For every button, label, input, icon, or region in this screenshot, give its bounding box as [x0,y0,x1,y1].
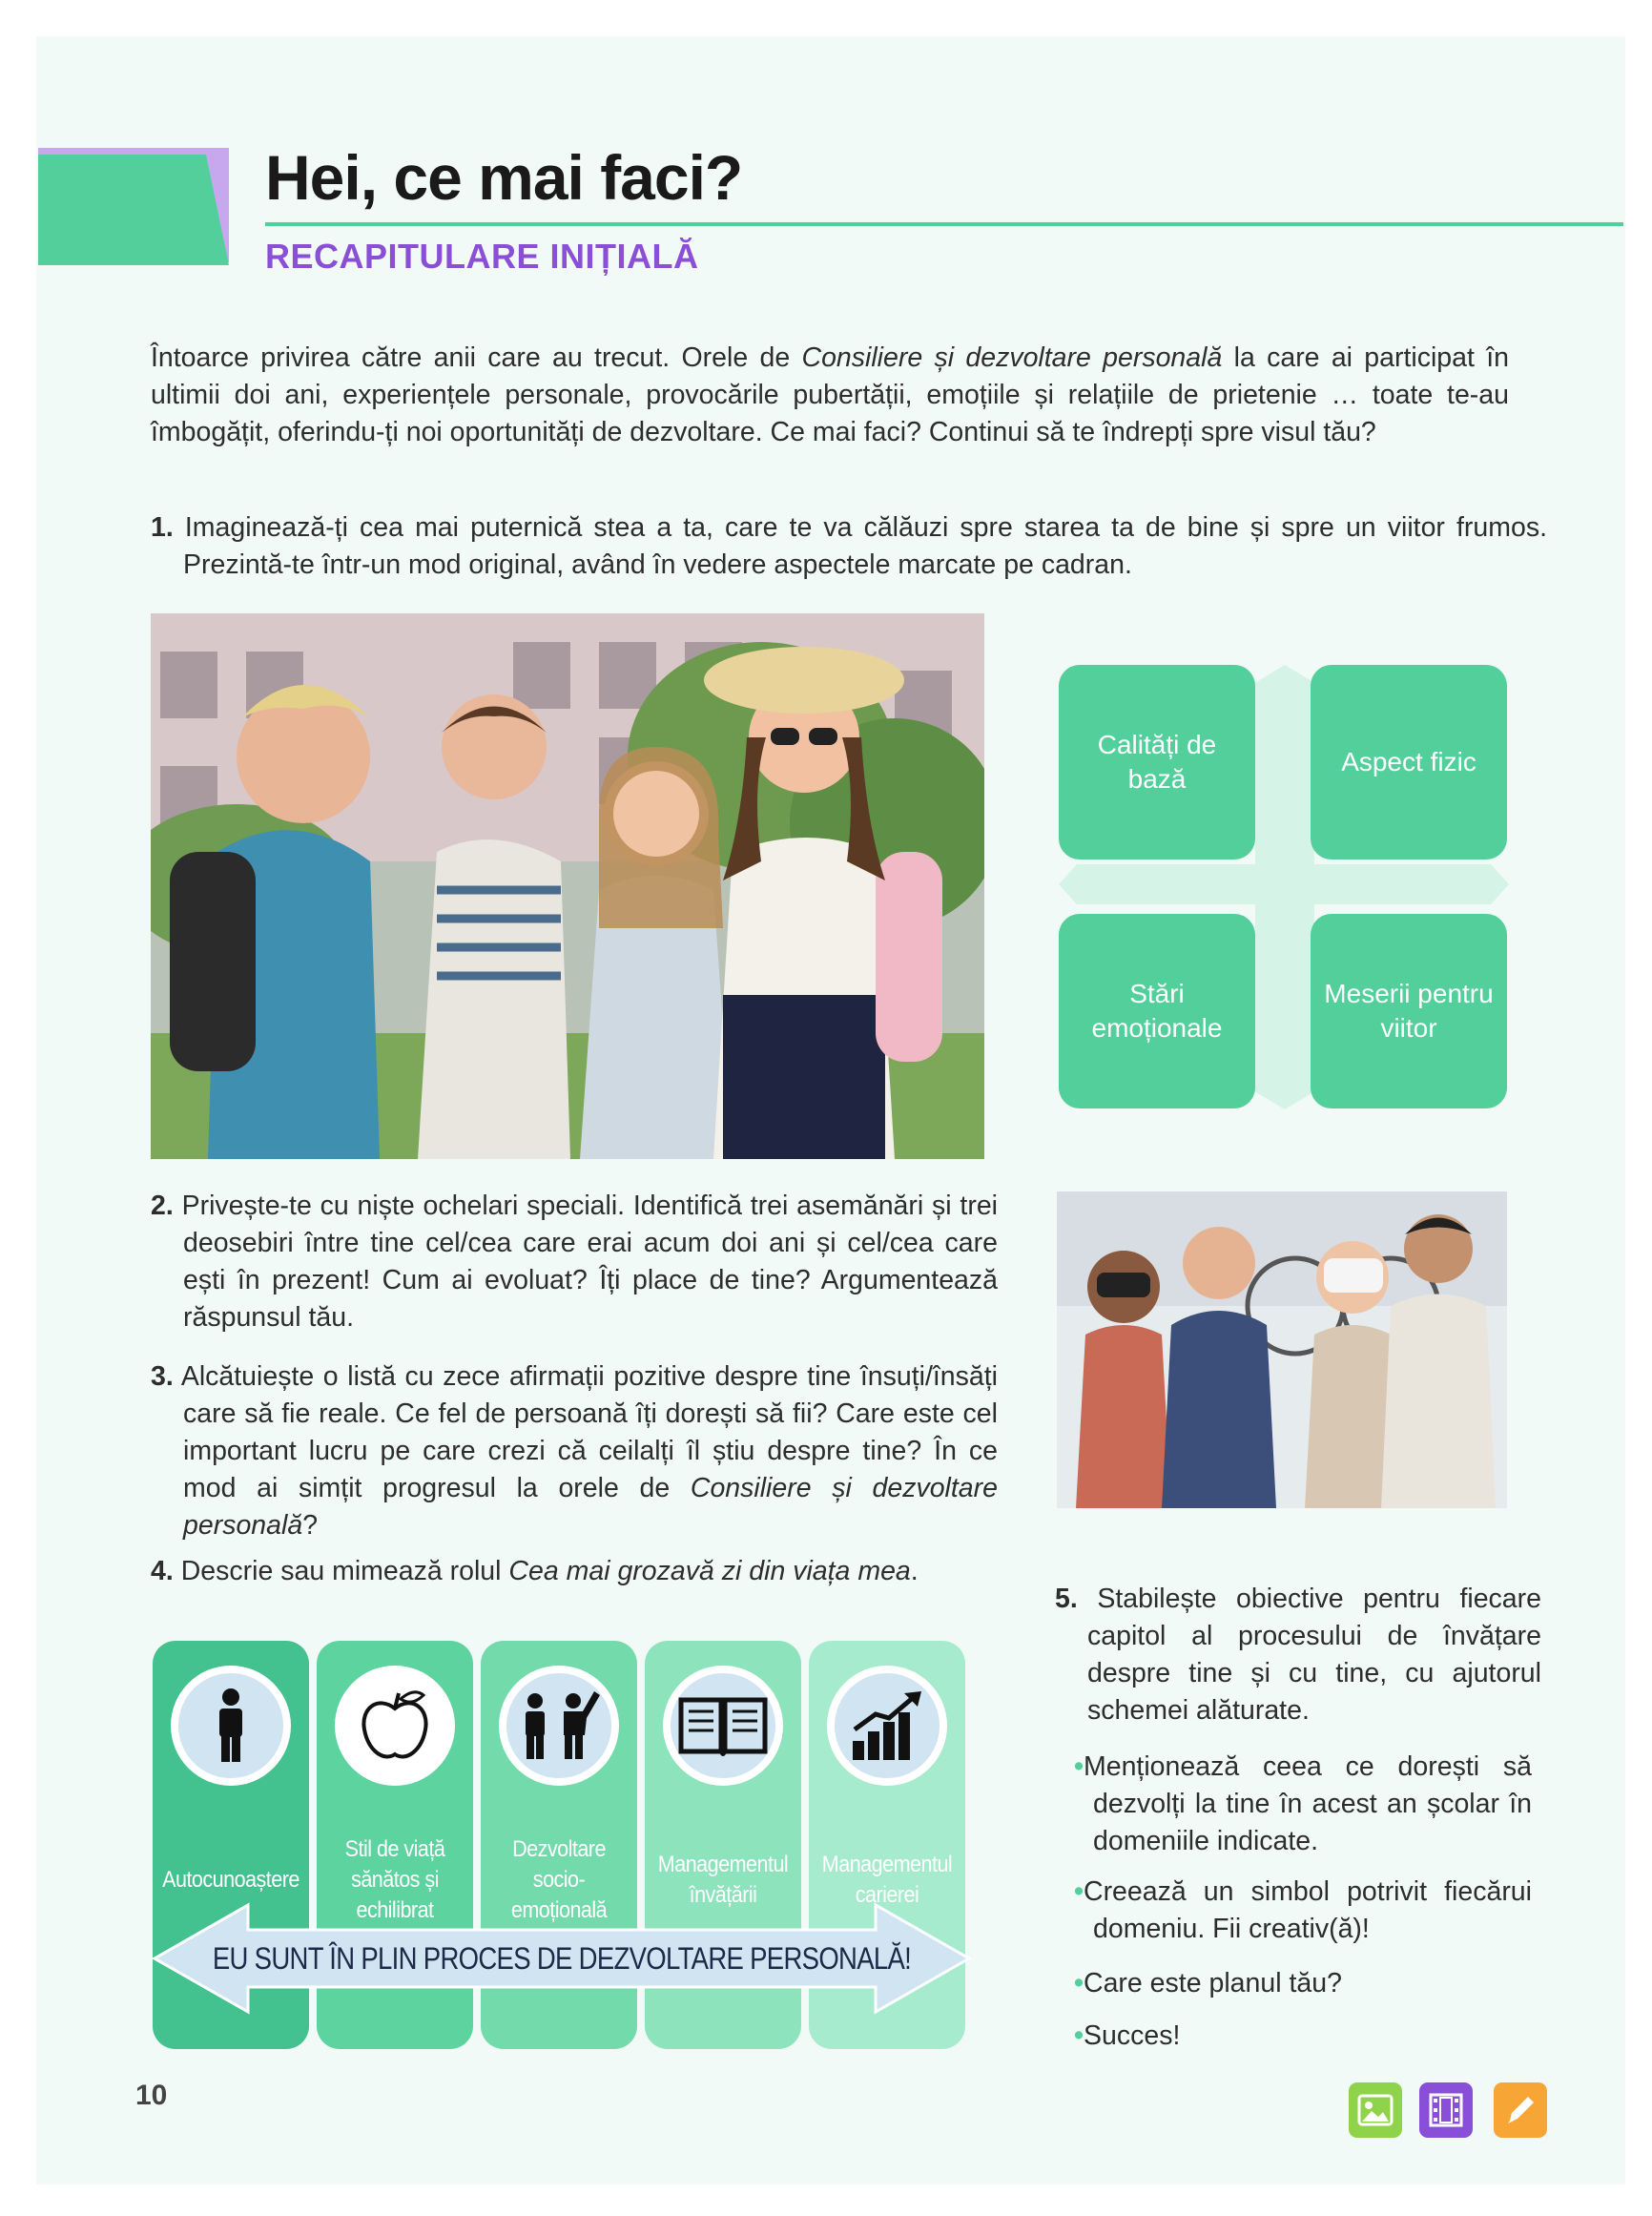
icon-circle-inner [178,1673,283,1778]
header-tab-green [38,155,229,265]
film-icon[interactable] [1419,2082,1473,2138]
arrow-banner-text: EU SUNT ÎN PLIN PROCES DE DEZVOLTARE PERSONALĂ! [212,1940,912,1976]
teens-group-photo [151,613,984,1159]
icon-circle-inner [835,1673,940,1778]
bullet-item [1074,2018,1532,2055]
question-text-italic: Consiliere și dezvoltare personală [183,1473,998,1541]
question-number: 2. [151,1191,174,1221]
icon-circle [827,1666,947,1786]
icon-circle [499,1666,619,1786]
page-title: Hei, ce mai faci? [265,142,743,213]
column-label: Managementul carierei [821,1852,953,1908]
question-number: 3. [151,1361,174,1392]
page-number: 10 [135,2080,168,2111]
bullet-dot: • [1074,2020,1084,2051]
intro-text-2: la care ai participat în ultimii doi ani, experiențele personale, provocările pubertății, emoțiile și relațiile de prietenie … toate te-au îmbogățit, oferindu-ți noi oportunități de dezvoltare. Ce mai faci? Continui să te îndrepți spre visul tău? [151,342,1509,447]
question-text-end: ? [302,1510,319,1541]
development-arrow-banner [153,1901,971,2016]
apple-icon [359,1688,431,1764]
page-subtitle: RECAPITULARE INIȚIALĂ [265,237,699,276]
question-5 [1055,1581,1541,1729]
vr-teens-photo [1057,1191,1507,1508]
intro-text-italic: Consiliere și dezvoltare personală [801,342,1223,373]
bullet-item [1074,1874,1532,1948]
pencil-icon[interactable] [1494,2082,1547,2138]
grid-cross-horizontal [1059,864,1509,904]
question-text: Descrie sau mimează rolul [180,1556,509,1586]
question-text-end: . [910,1556,919,1586]
bullet-dot: • [1074,1968,1084,1999]
book-icon [677,1692,769,1759]
bullet-text: Care este planul tău? [1083,1968,1342,1999]
intro-paragraph [151,340,1509,451]
image-icon[interactable] [1349,2082,1402,2138]
person-icon [202,1688,259,1764]
bullet-text: Succes! [1083,2020,1181,2051]
column-label: Dezvoltare socio-emoțională [510,1836,608,1923]
question-4 [151,1553,998,1590]
question-text: Imaginează-ți cea mai puternică stea a ta, care te va călăuzi spre starea ta de bine și spre un viitor frumos. Prezintă-te într-un mod original, având în vedere aspectele marcate pe cadran. [183,512,1548,580]
icon-circle-inner [506,1673,611,1778]
icon-circle [663,1666,783,1786]
title-underline [265,222,1623,226]
column-label: Stil de viață sănătos și echilibrat [344,1836,445,1923]
question-text: Stabilește obiective pentru fiecare capitol al procesului de învățare despre tine și cu tine, cu ajutorul schemei alăturate. [1087,1584,1541,1726]
grid-box-aspect-fizic: Aspect fizic [1311,665,1507,859]
question-number: 5. [1055,1584,1078,1614]
grid-box-meserii: Meserii pentru viitor [1311,914,1507,1108]
question-3 [151,1358,998,1544]
bullet-item [1074,1965,1532,2002]
question-2 [151,1188,998,1336]
growth-chart-icon [847,1688,927,1764]
question-text: Privește-te cu niște ochelari speciali. Identifică trei asemănări și trei deosebiri între tine cel/cea care erai acum doi ani și cel/cea care ești în prezent! Cum ai evoluat? Îți place de tine? Argumentează răspunsul tău. [181,1191,998,1333]
bullet-text: Menționează ceea ce dorești să dezvolți la tine în acest an școlar în domeniile indicate. [1083,1751,1532,1856]
grid-box-calitati: Calități de bază [1059,665,1255,859]
question-text-italic: Cea mai grozavă zi din viața mea [508,1556,911,1586]
icon-circle-inner [342,1673,447,1778]
icon-circle [171,1666,291,1786]
icon-circle-inner [671,1673,775,1778]
intro-text-1: Întoarce privirea către anii care au trecut. Orele de [151,342,802,373]
grid-box-stari-emotionale: Stări emoționale [1059,914,1255,1108]
icon-circle [335,1666,455,1786]
question-text: Alcătuiește o listă cu zece afirmații pozitive despre tine însuți/însăți care să fie reale. Ce fel de persoană îți dorești să fii? Care este cel important lucru pe care crezi că ceilalți îl știu despre tine? În ce mod ai simțit progresul la orele de [180,1361,998,1503]
bullet-dot: • [1074,1876,1084,1907]
bullet-text: Creează un simbol potrivit fiecărui domeniu. Fii creativ(ă)! [1083,1876,1532,1944]
column-label: Autocunoaștere [162,1867,299,1893]
column-label: Managementul învățării [657,1852,789,1908]
question-number: 1. [151,512,174,543]
bullet-dot: • [1074,1751,1084,1782]
question-1 [151,509,1547,584]
question-number: 4. [151,1556,174,1586]
bullet-item [1074,1749,1532,1860]
people-icon [516,1688,602,1764]
